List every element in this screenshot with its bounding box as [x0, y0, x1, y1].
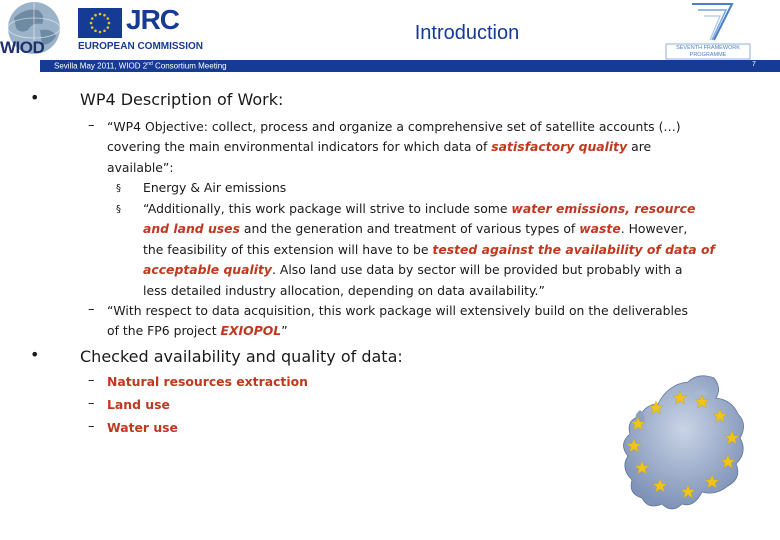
- bullet-marker: •: [30, 345, 40, 364]
- energy-air-emissions-text: Energy & Air emissions: [143, 180, 287, 195]
- square-marker: §: [116, 204, 121, 215]
- list-item: Water use: [107, 420, 178, 435]
- list-item: Natural resources extraction: [107, 374, 308, 389]
- dash-marker: –: [88, 419, 95, 434]
- section1-heading: WP4 Description of Work:: [80, 90, 284, 109]
- dash-marker: –: [88, 373, 95, 388]
- european-commission-text: EUROPEAN COMMISSION: [78, 41, 204, 52]
- page-number: 7: [752, 61, 756, 68]
- slide-header: [0, 0, 780, 75]
- wp4-objective-text: “WP4 Objective: collect, process and organize a comprehensive set of satellite accounts (…) covering the main environmental indicators for which data of satisfactory quality are available”:: [107, 119, 681, 175]
- additional-scope-text: “Additionally, this work package will strive to include some water emissions, resource and land uses and the generation and treatment of various types of waste. However, the feasibility of this extension will have to be tested against the availability of data of acceptable quality. Also land use data by sector will be provided but probably with a less detailed industry allocation, depending on data availability.”: [143, 201, 715, 298]
- bullet-marker: •: [30, 88, 40, 107]
- meeting-info: Sevilla May 2011, WIOD 2nd Consortium Meeting: [54, 61, 227, 71]
- dash-marker: –: [88, 396, 95, 411]
- jrc-logo-text: JRC: [126, 4, 180, 35]
- list-item: Land use: [107, 397, 170, 412]
- square-marker: §: [116, 183, 121, 194]
- eu-flag-icon: [78, 8, 122, 38]
- fp7-text: SEVENTH FRAMEWORK PROGRAMME: [676, 45, 740, 58]
- europe-map-icon: [598, 364, 778, 536]
- section2-heading: Checked availability and quality of data:: [80, 347, 403, 366]
- dash-marker: –: [88, 302, 95, 317]
- wiod-logo-text: WIOD: [0, 38, 45, 57]
- data-acquisition-text: “With respect to data acquisition, this work package will extensively build on the deliverables of the FP6 project EXIOPOL”: [107, 303, 689, 339]
- slide-title: Introduction: [414, 22, 520, 44]
- dash-marker: –: [88, 118, 95, 133]
